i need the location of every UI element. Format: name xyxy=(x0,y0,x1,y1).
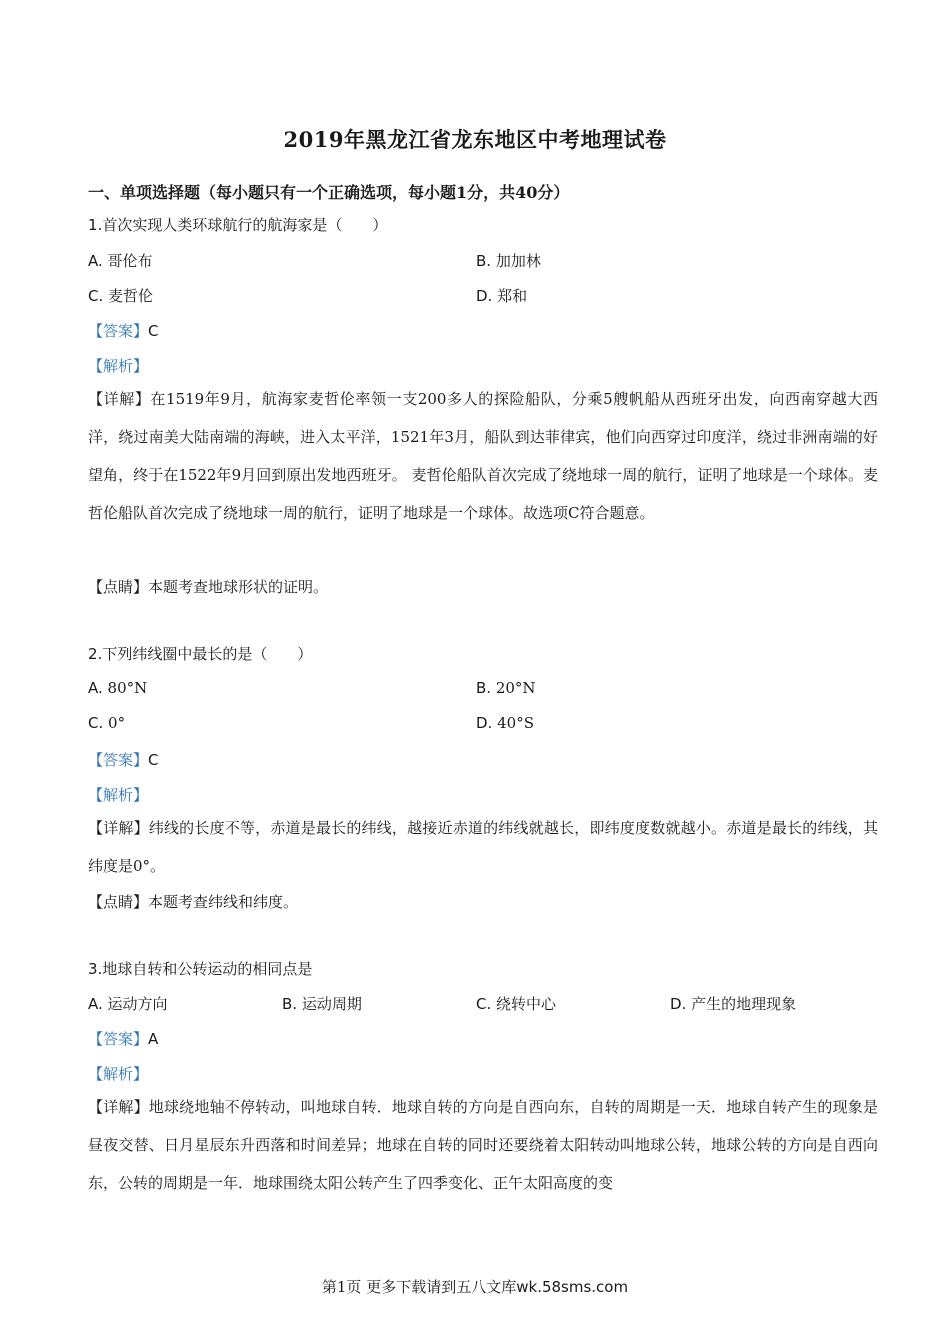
question-number: 2. xyxy=(88,645,103,663)
question-2-stem xyxy=(88,643,312,664)
option-c xyxy=(476,993,556,1014)
option-text: 80°N xyxy=(107,679,148,697)
answer-line xyxy=(88,749,159,770)
question-3-stem xyxy=(88,958,312,979)
option-text: 运动方向 xyxy=(107,995,168,1013)
option-c xyxy=(88,285,153,306)
analysis-tag: 【解析】 xyxy=(88,1065,149,1083)
option-label: C. xyxy=(88,287,104,305)
option-label: B. xyxy=(476,679,492,697)
page-number: 第1页 xyxy=(321,1278,362,1296)
answer-value: C xyxy=(148,322,159,340)
answer-line xyxy=(88,320,159,341)
detail-paragraph: 【详解】纬线的长度不等，赤道是最长的纬线，越接近赤道的纬线就越长，即纬度度数就越小。赤道是最长的纬线，其纬度是0°。 xyxy=(88,819,878,875)
option-c xyxy=(88,714,125,732)
document-title: 2019年黑龙江省龙东地区中考地理试卷 xyxy=(283,127,667,152)
option-b xyxy=(476,679,536,697)
answer-tag: 【答案】 xyxy=(88,322,149,340)
answer-line xyxy=(88,1028,158,1049)
question-number: 1. xyxy=(88,216,103,234)
option-text: 0° xyxy=(108,714,126,732)
option-text: 绕转中心 xyxy=(496,995,557,1013)
option-text: 麦哲伦 xyxy=(108,287,154,305)
option-text: 20°N xyxy=(495,679,536,697)
question-text: 首次实现人类环球航行的航海家是（ ） xyxy=(102,216,388,234)
question-number: 3. xyxy=(88,960,103,978)
option-a xyxy=(88,250,153,271)
option-text: 运动周期 xyxy=(301,995,362,1013)
question-1-stem xyxy=(88,214,387,235)
promo-text: 更多下载请到五八文库 xyxy=(366,1278,517,1296)
option-d xyxy=(670,993,796,1014)
detail-paragraph: 【详解】地球绕地轴不停转动，叫地球自转．地球自转的方向是自西向东，自转的周期是一天．地球自转产生的现象是昼夜交替、日月星辰东升西落和时间差异；地球在自转的同时还要绕着太阳转动叫地球公转，地球公转的方向是自西向东，公转的周期是一年．地球围绕太阳公转产生了四季变化、正午太阳高度的变 xyxy=(88,1098,878,1192)
option-text: 40°S xyxy=(497,714,534,732)
option-b xyxy=(282,993,362,1014)
option-d xyxy=(476,714,534,732)
option-label: D. xyxy=(670,995,687,1013)
page-footer xyxy=(0,1276,950,1297)
site-link[interactable]: wk.58sms.com xyxy=(516,1278,629,1296)
option-label: A. xyxy=(88,995,103,1013)
analysis-tag: 【解析】 xyxy=(88,357,149,375)
option-text: 郑和 xyxy=(497,287,528,305)
answer-tag: 【答案】 xyxy=(88,751,149,769)
comment-line: 【点睛】本题考查地球形状的证明。 xyxy=(88,578,329,596)
option-label: A. xyxy=(88,252,103,270)
section-heading: 一、单项选择题（每小题只有一个正确选项，每小题1分，共40分） xyxy=(88,183,570,202)
option-label: A. xyxy=(88,679,103,697)
option-label: D. xyxy=(476,287,493,305)
option-a xyxy=(88,993,168,1014)
option-label: B. xyxy=(476,252,492,270)
question-text: 地球自转和公转运动的相同点是 xyxy=(102,960,313,978)
option-d xyxy=(476,285,527,306)
option-text: 加加林 xyxy=(495,252,541,270)
option-text: 产生的地理现象 xyxy=(691,995,797,1013)
analysis-tag: 【解析】 xyxy=(88,786,149,804)
option-a xyxy=(88,679,147,697)
option-label: C. xyxy=(476,995,492,1013)
option-label: B. xyxy=(282,995,298,1013)
comment-line: 【点睛】本题考查纬线和纬度。 xyxy=(88,893,299,911)
question-text: 下列纬线圈中最长的是（ ） xyxy=(102,645,313,663)
option-b xyxy=(476,250,541,271)
option-label: C. xyxy=(88,714,104,732)
answer-value: C xyxy=(148,751,159,769)
detail-paragraph: 【详解】在1519年9月，航海家麦哲伦率领一支200多人的探险船队，分乘5艘帆船从西班牙出发，向西南穿越大西洋，绕过南美大陆南端的海峡，进入太平洋，1521年3月，船队到达菲律宾，他们向西穿过印度洋，绕过非洲南端的好望角，终于在1522年9月回到原出发地西班牙。 麦哲伦船队首次完成了绕地球一周的航行，证明了地球是一个球体。麦哲伦船队首次完成了绕地球一周的航行，证明了地球是一个球体。故选项C符合题意。 xyxy=(88,390,878,522)
answer-tag: 【答案】 xyxy=(88,1030,149,1048)
option-label: D. xyxy=(476,714,493,732)
option-text: 哥伦布 xyxy=(107,252,153,270)
answer-value: A xyxy=(148,1030,159,1048)
